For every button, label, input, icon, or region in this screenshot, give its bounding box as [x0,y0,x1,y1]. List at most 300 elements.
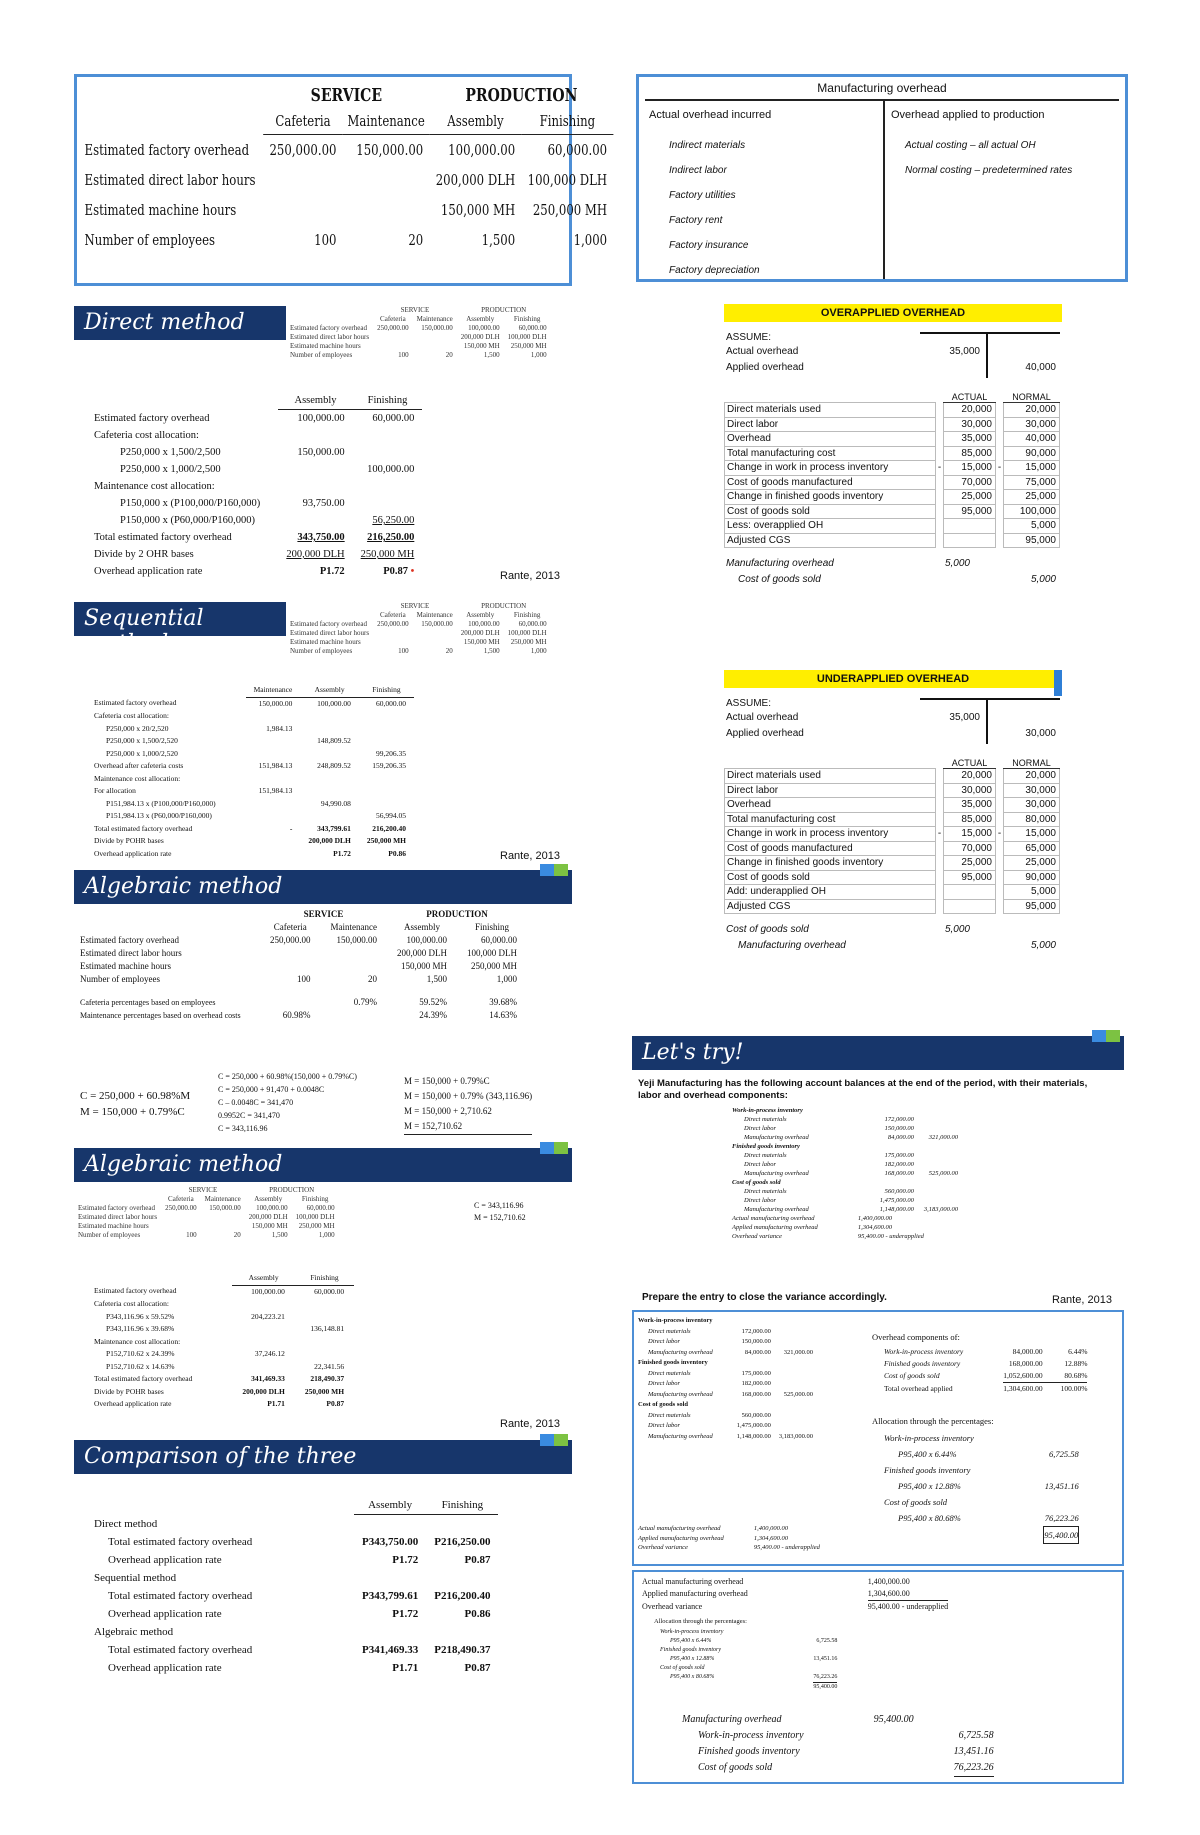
value-cell [161,1222,201,1231]
summary-row [286,333,551,342]
row-label: Overhead variance [638,1544,688,1551]
value-cell [1044,1462,1079,1478]
solved-values [474,1200,526,1224]
direct-table [94,392,422,580]
row-label: Divide by POHR bases [94,1386,164,1396]
value-cell: 168,000.00 [884,1170,914,1177]
service-header: SERVICE [400,306,430,314]
algebraic-table [80,908,527,1022]
value-cell: P0.86 [388,848,407,858]
allocation-row [660,1683,837,1693]
entry-row [682,1760,994,1777]
value-cell: 150,000.00 [741,1338,771,1345]
value-cell: 39.68% [489,997,517,1007]
column-header: Finishing [474,922,509,932]
row-label: Cost of goods sold [660,1665,705,1671]
row-label: P95,400 x 12.88% [898,1481,961,1491]
service-header: SERVICE [303,909,344,919]
column-header: Assembly [354,1496,426,1515]
value-cell: 1,984.13 [266,723,293,733]
value-cell: 175,000.00 [884,1152,914,1159]
value-cell [413,342,457,351]
actual-value: 85,000 [944,446,996,461]
value-cell [343,195,430,225]
row-label: P152,710.62 x 24.39% [106,1349,175,1358]
cost-row [725,783,1060,798]
sign-cell [996,899,1004,914]
solution-panel [632,1310,1124,1566]
overapplied-panel [724,304,1062,632]
direct-row [94,461,422,478]
sign-cell [936,417,944,432]
blank-cell [354,1623,426,1641]
value-cell: 60.98% [282,1010,311,1020]
value-cell: 100,000.00 [256,1204,288,1212]
value-cell: 60,000.00 [480,935,517,945]
solved-value: M = 152,710.62 [474,1213,526,1222]
assumption-block [724,326,1062,392]
value-cell: 150,000.00 [297,447,345,458]
value-cell: 250,000 MH [510,638,547,646]
mini-summary-table [286,602,572,672]
value-cell: 60,000.00 [372,413,415,424]
algebraic-method-banner [74,1148,572,1182]
actual-value: 35,000 [944,432,996,447]
sequential-row [94,785,414,798]
value-cell: 150,000.00 [258,698,293,708]
column-header: Maintenance [204,1195,241,1203]
value-cell: 250,000 MH [360,549,415,560]
value-cell [353,495,423,512]
value-cell [343,165,430,195]
value-cell [300,785,359,798]
value-cell: 182,000.00 [741,1380,771,1387]
actual-value: 20,000 [944,403,996,418]
applied-item: Normal costing – predetermined rates [905,165,1073,176]
service-header: SERVICE [400,602,430,610]
sequential-method-title: Sequential method [84,606,204,656]
row-label: Cost of goods manufactured [725,841,936,856]
actual-value: 20,000 [944,769,996,784]
algebraic-allocation-row [94,1336,354,1349]
value-cell: 1,304,600.00 [753,1534,788,1542]
normal-value: 5,000 [1004,885,1060,900]
balance-row [732,1160,958,1169]
balance-row [732,1142,958,1151]
row-label: Total manufacturing cost [725,446,936,461]
entry-account: Cost of goods sold [726,924,809,935]
blank-cell [924,1223,958,1232]
value-cell: 94,990.08 [320,798,351,808]
value-cell [779,1327,813,1338]
row-label: P250,000 x 1,500/2,500 [120,447,221,458]
row-label: Change in work in process inventory [725,827,936,842]
value-cell: P343,799.61 [362,1589,419,1602]
value-cell [359,710,414,723]
sign-cell [936,899,944,914]
row-label: Add: underapplied OH [725,885,936,900]
row-label: Divide by 2 OHR bases [94,549,194,560]
sign-cell [996,870,1004,885]
row-label: Cost of goods sold [732,1179,781,1186]
sign-cell [996,812,1004,827]
allocation-head: Allocation through the percentages: [654,1618,747,1625]
actual-value: 15,000 [944,461,996,476]
value-cell: 150,000.00 [356,141,424,159]
equation: C = 250,000 + 60.98%(150,000 + 0.79%C) [218,1072,357,1081]
percent-cell: 100.00% [1060,1384,1088,1393]
value-cell [737,1316,779,1327]
normal-value: 30,000 [1004,798,1060,813]
comparison-row [94,1659,498,1677]
value-cell [295,1298,354,1311]
cost-row [725,519,1060,534]
allocation-row [884,1462,1079,1478]
value-cell: 6,725.58 [1049,1449,1079,1459]
component-row [638,1421,813,1432]
value-cell: 6,725.58 [816,1638,838,1644]
sequential-row [94,773,414,786]
row-label: Direct materials [744,1116,787,1123]
algebraic-allocation-row [94,1398,354,1411]
algebraic-allocation-row [94,1361,354,1374]
equations-middle [218,1070,357,1135]
value-cell: 60,000.00 [306,1204,335,1212]
cost-row [725,533,1060,548]
value-cell: 100,000 DLH [295,1213,335,1221]
cost-row [725,504,1060,519]
equation: 0.9952C = 341,470 [218,1111,280,1120]
row-label: Number of employees [80,974,160,984]
row-label: Number of employees [78,1231,141,1239]
sign-cell [996,504,1004,519]
summary-row [286,647,551,656]
row-label: P95,400 x 80.68% [898,1513,961,1524]
variance-row [638,1543,820,1553]
value-cell: 150,000.00 [421,620,453,628]
value-cell: 20 [408,231,424,249]
sign-cell [996,769,1004,784]
value-cell: P218,490.37 [434,1643,491,1656]
value-cell: 84,000.00 [1012,1347,1043,1356]
sign-cell [936,519,944,534]
variance-row [638,1524,820,1534]
row-label: Work-in-process inventory [698,1730,804,1741]
mfg-overhead-panel [636,74,1128,282]
value-cell: 1,500 [483,647,500,655]
value-cell: 1,304,600.00 [1003,1384,1043,1393]
sign-cell [936,769,944,784]
row-label: For allocation [94,786,136,795]
value-cell [353,478,423,495]
summary-row [286,324,551,333]
value-cell [359,723,414,736]
allocation-table [660,1628,837,1692]
value-cell [924,1196,958,1205]
value-cell [359,773,414,786]
value-cell: 151,984.13 [258,786,293,795]
algebraic-allocation-row [94,1298,354,1311]
value-cell [246,735,301,748]
mini-summary-table [286,306,572,376]
actual-value: 85,000 [944,812,996,827]
blank-cell [286,611,373,620]
percentage-row [80,1009,527,1022]
actual-column-header: ACTUAL [944,392,996,403]
algebraic-allocation-row [94,1311,354,1324]
algebraic-allocation-row [94,1386,354,1399]
column-header: Finishing [295,1272,354,1285]
variance-summary [642,1576,948,1613]
component-row [884,1383,1087,1396]
value-cell: 100 [186,1231,197,1239]
value-cell: P0.87 [326,1399,345,1408]
value-cell: 1,000 [318,1231,335,1239]
algebraic-row [80,960,527,973]
row-label: Cost of goods sold [698,1762,773,1774]
sign-cell [996,856,1004,871]
percent-cell: 80.68% [1061,1370,1088,1383]
value-cell: 99,206.35 [376,748,407,758]
entry-row [682,1728,994,1744]
value-cell: 20 [233,1231,241,1239]
blank-cell [725,392,936,403]
value-cell: 59.52% [419,997,447,1007]
normal-value: 15,000 [1004,827,1060,842]
applied-overhead-value: 40,000 [1025,362,1056,373]
value-cell: 200,000 DLH [460,629,500,637]
value-cell: 56,994.05 [376,811,407,820]
sequential-row [94,810,414,823]
cost-row [725,417,1060,432]
applied-oh-items [905,133,1072,183]
column-header: Finishing [353,392,423,410]
value-cell: 1,052,600.00 [1003,1370,1060,1383]
row-label: Finished goods inventory [660,1647,721,1653]
column-header-row [94,1272,354,1285]
actual-oh-items [669,133,760,283]
overhead-components-table [884,1346,1087,1395]
value-cell: P216,200.40 [434,1589,491,1602]
column-header: Finishing [521,108,613,135]
normal-value: 15,000 [1004,461,1060,476]
row-label: Direct labor [744,1197,777,1204]
value-cell [359,785,414,798]
blank-cell [426,1569,498,1587]
sign-cell [936,885,944,900]
normal-value: 20,000 [1004,403,1060,418]
service-header: SERVICE [188,1186,218,1194]
value-cell [353,427,423,444]
actual-value: 25,000 [944,490,996,505]
direct-row [94,529,422,546]
column-header: Cafeteria [380,315,406,323]
row-label: Manufacturing overhead [648,1390,713,1398]
sequential-row [94,697,414,710]
summary-row [286,620,551,629]
lets-try-banner [632,1036,1124,1070]
column-header-row [94,392,422,410]
applied-item: Actual costing – all actual OH [905,140,1036,151]
underapplied-panel [724,670,1062,1014]
cost-row [725,403,1060,418]
row-label: Overhead application rate [94,1399,172,1408]
applied-overhead-label: Applied overhead [726,728,804,739]
column-header: Assembly [466,611,495,619]
balance-row [732,1169,958,1178]
group-label: Algebraic method [94,1625,174,1638]
component-row [638,1358,813,1369]
summary-row [286,638,551,647]
value-cell: 250,000.00 [377,324,409,332]
row-label: Estimated factory overhead [84,140,250,159]
comparison-slide [74,1440,572,1702]
value-cell [246,710,301,723]
value-cell: 150,000.00 [884,1125,914,1132]
blank-cell [74,1186,161,1195]
summary-row [286,351,551,360]
value-cell: 84,000.00 [744,1348,771,1356]
value-cell [300,773,359,786]
value-cell: 100,000.00 [468,324,500,332]
row-label: Estimated direct labor hours [78,1213,158,1221]
actual-value [944,885,996,900]
value-cell [779,1379,813,1390]
component-row [638,1379,813,1390]
direct-row [94,512,422,529]
value-cell [295,1336,354,1349]
value-cell: 250,000.00 [165,1204,197,1212]
blank-cell [936,392,944,403]
value-cell [359,798,414,811]
value-cell [373,629,413,638]
algebraic-method-title: Algebraic method [84,1152,283,1177]
value-cell: 168,000.00 [1008,1359,1043,1368]
row-label: Overhead application rate [94,566,203,577]
entry-credit: 5,000 [1030,574,1056,585]
applied-oh-head: Overhead applied to production [891,109,1045,121]
row-label: Manufacturing overhead [744,1134,809,1141]
value-cell [373,333,413,342]
normal-value: 30,000 [1004,417,1060,432]
row-label: Finished goods inventory [698,1746,800,1757]
row-label: Adjusted CGS [725,899,936,914]
column-header: Finishing [301,1195,329,1203]
value-cell [413,629,457,638]
value-cell [924,1160,958,1169]
debit-cell [874,1728,954,1744]
row-label: Overhead variance [732,1233,782,1240]
value-cell: 76,223.26 [1044,1510,1079,1527]
allocation-row [660,1673,837,1683]
row-label: Finished goods inventory [638,1359,708,1366]
row-label: Maintenance percentages based on overhead costs [80,1011,241,1020]
actual-overhead-label: Actual overhead [726,346,799,357]
production-header: PRODUCTION [269,1186,315,1194]
cost-row [725,870,1060,885]
value-cell [813,1628,837,1637]
variance-row [638,1534,820,1544]
row-label: P250,000 x 1,500/2,520 [106,736,178,745]
sign-cell: - [997,462,1002,474]
value-cell [924,1106,958,1115]
column-header: Assembly [429,108,521,135]
value-cell [246,748,301,761]
allocation-row [660,1655,837,1664]
normal-value: 40,000 [1004,432,1060,447]
value-cell [278,478,352,495]
mini-table-sequential [286,602,551,656]
algebraic-row [80,934,527,947]
cost-row [725,461,1060,476]
value-cell: 216,200.40 [372,823,407,833]
normal-value: 25,000 [1004,490,1060,505]
blank-cell [354,1569,426,1587]
final-entry-panel [632,1570,1124,1784]
actual-value [944,519,996,534]
row-label: Cafeteria cost allocation: [94,1299,169,1308]
rante-credit: Rante, 2013 [500,570,560,582]
row-label [660,1683,813,1693]
overhead-item: Factory rent [669,215,723,226]
normal-value: 100,000 [1004,504,1060,519]
row-label: Actual manufacturing overhead [638,1525,721,1532]
value-cell: 172,000.00 [884,1116,914,1123]
mini-table-direct [286,306,551,360]
value-cell [924,1178,958,1187]
value-cell: 172,000.00 [741,1327,771,1335]
row-label [884,1527,1044,1544]
value-cell: 150,000 MH [463,342,500,350]
sequential-table [94,684,414,860]
row-label: P250,000 x 20/2,520 [106,723,169,733]
value-cell [737,1358,779,1369]
actual-value: 95,000 [944,870,996,885]
debit-cell [874,1760,954,1777]
row-label: P151,984.13 x (P60,000/P160,000) [106,811,212,820]
sign-cell [996,490,1004,505]
value-cell: 200,000 DLH [242,1386,285,1396]
actual-value: 70,000 [944,841,996,856]
row-label: Overhead variance [642,1601,703,1611]
value-cell [779,1316,813,1327]
t-account-divider [986,698,988,744]
overapplied-body [724,326,1062,594]
value-cell: 200,000 DLH [308,836,351,845]
blank-cell [94,392,278,410]
entry-debit: 5,000 [944,924,970,935]
row-label: Total overhead applied [884,1383,953,1393]
column-header: Cafeteria [263,108,342,135]
normal-column-header: NORMAL [1004,392,1060,403]
column-header: Maintenance [416,315,453,323]
equation: M = 150,000 + 0.79% (343,116.96) [404,1091,533,1101]
row-label: Direct labor [648,1422,681,1429]
sign-cell [996,533,1004,548]
value-cell [353,444,423,461]
column-header: Assembly [278,392,352,410]
row-label: Direct materials [744,1188,787,1195]
component-row [884,1358,1087,1370]
equation: C = 250,000 + 91,470 + 0.0048C [218,1085,325,1094]
column-header: Assembly [300,684,359,697]
row-label: Change in work in process inventory [725,461,936,476]
value-cell: 13,451.16 [813,1656,838,1662]
direct-row [94,478,422,495]
cost-row [725,812,1060,827]
sequential-row [94,848,414,861]
algebraic-allocation-row [94,1323,354,1336]
